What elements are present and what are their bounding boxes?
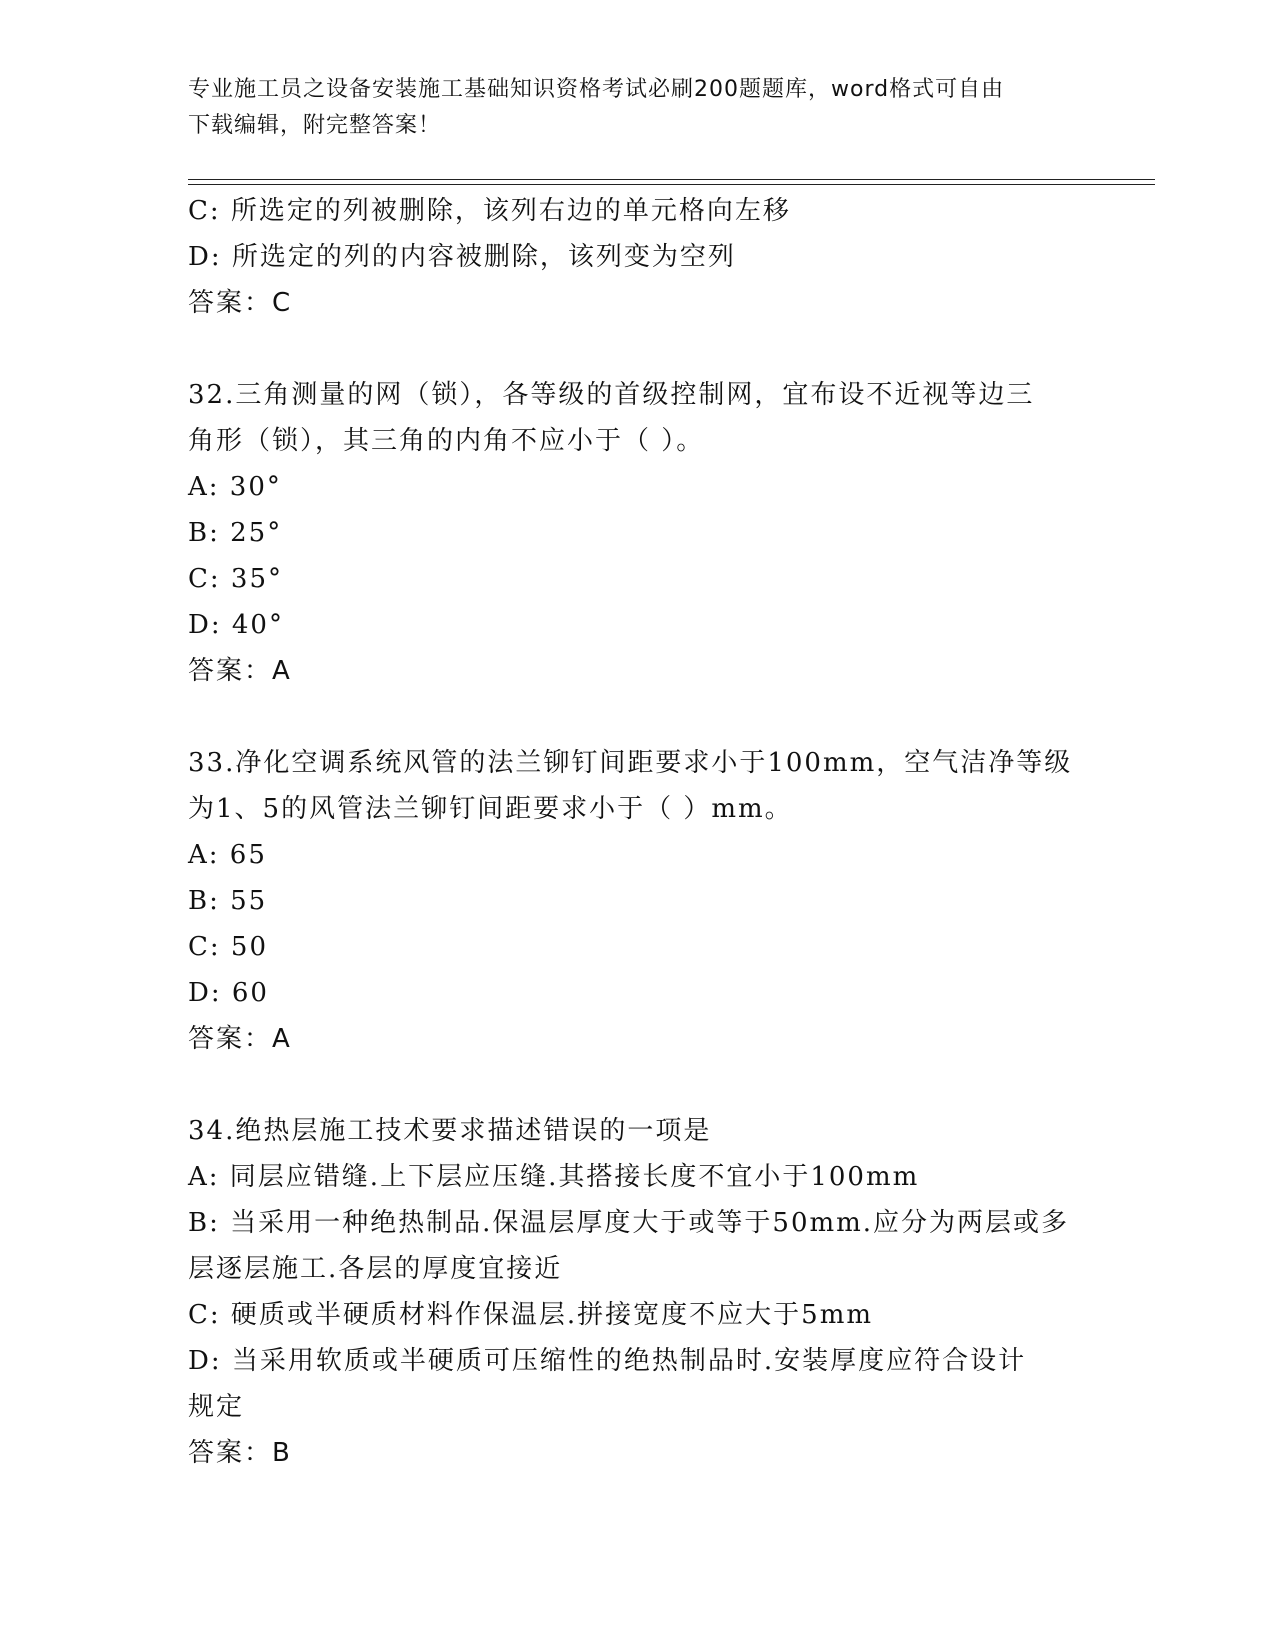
option-a: A: 同层应错缝.上下层应压缝.其搭接长度不宜小于100mm [188,1162,920,1192]
option-d-line-2: 规定 [188,1392,245,1422]
question-text-line-1: 32.三角测量的网（锁），各等级的首级控制网，宜布设不近视等边三 [188,380,1035,410]
spacer [188,1062,1088,1108]
spacer [188,326,1088,372]
header-line-2: 下载编辑，附完整答案！ [188,113,442,138]
prev-question [188,188,1088,326]
option-c: C: 50 [188,932,269,962]
answer: 答案：B [188,1438,292,1468]
option-a: A: 65 [188,840,267,870]
option-b: B: 25° [188,518,283,548]
question-text-line-2: 为1、5的风管法兰铆钉间距要求小于（ ）mm。 [188,794,793,824]
question-text-line-2: 角形（锁），其三角的内角不应小于（ ）。 [188,426,705,456]
header-line-1: 专业施工员之设备安装施工基础知识资格考试必刷200题题库，word格式可自由 [188,77,1005,102]
question-text: 34.绝热层施工技术要求描述错误的一项是 [188,1116,712,1146]
option-d: D: 60 [188,978,269,1008]
spacer [188,694,1088,740]
option-b: B: 55 [188,886,268,916]
question-text-line-1: 33.净化空调系统风管的法兰铆钉间距要求小于100mm，空气洁净等级 [188,748,1073,778]
question-33 [188,740,1088,1062]
answer: 答案：A [188,656,292,686]
answer: 答案：A [188,1024,292,1054]
option-d-line-1: D: 当采用软质或半硬质可压缩性的绝热制品时.安装厚度应符合设计 [188,1346,1027,1376]
question-32 [188,372,1088,694]
document-header [188,72,1088,144]
answer: 答案：C [188,288,293,318]
option-d: D: 所选定的列的内容被删除，该列变为空列 [188,242,736,272]
question-34 [188,1108,1088,1476]
option-b-line-2: 层逐层施工.各层的厚度宜接近 [188,1254,563,1284]
option-c: C: 所选定的列被删除，该列右边的单元格向左移 [188,196,791,226]
option-b-line-1: B: 当采用一种绝热制品.保温层厚度大于或等于50mm.应分为两层或多 [188,1208,1070,1238]
option-a: A: 30° [188,472,282,502]
option-c: C: 硬质或半硬质材料作保温层.拼接宽度不应大于5mm [188,1300,874,1330]
header-divider-bottom [188,184,1155,185]
question-list [188,188,1088,1476]
header-divider-top [188,179,1155,180]
option-c: C: 35° [188,564,284,594]
option-d: D: 40° [188,610,284,640]
